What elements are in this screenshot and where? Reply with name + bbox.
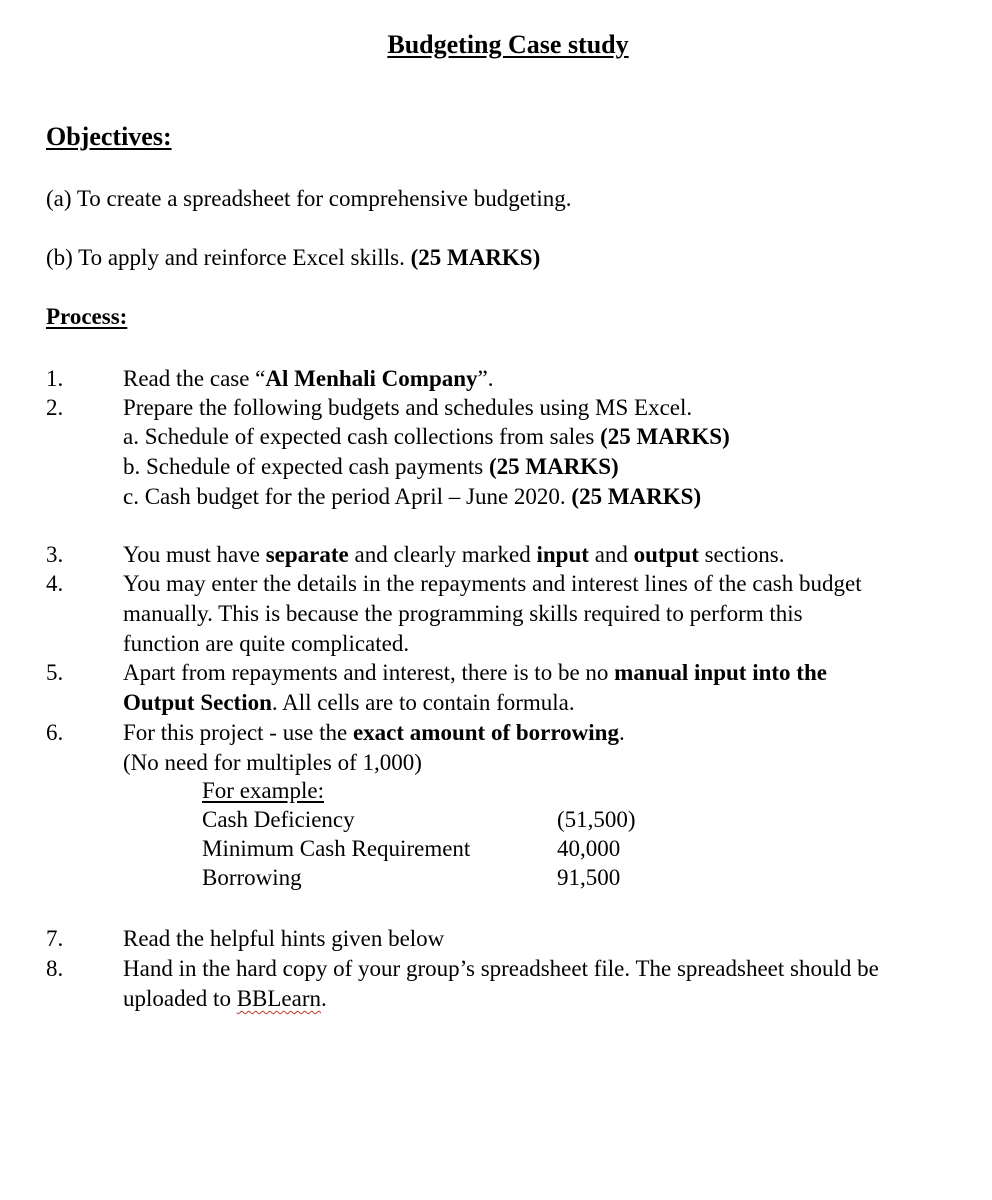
item-5-b2: Output Section [123, 690, 272, 715]
item-1-post: ”. [477, 366, 494, 391]
item-3-b3: output [633, 542, 699, 567]
item-text: Read the helpful hints given below [123, 926, 445, 951]
process-subitem-a [123, 422, 730, 452]
item-6-b1: exact amount of borrowing [352, 720, 619, 745]
item-5-t2: . All cells are to contain formula. [271, 690, 575, 715]
process-subitem-c [123, 482, 701, 512]
item-3-t4: sections. [698, 542, 785, 567]
item-number: 1. [46, 366, 64, 391]
item-text [123, 954, 973, 1014]
item-4-line1: You may enter the details in the repayments and interest lines of the cash budget [123, 571, 862, 596]
item-text: Prepare the following budgets and schedules using MS Excel. [123, 395, 693, 420]
item-number: 4. [46, 571, 64, 596]
objective-b-text: (b) To apply and reinforce Excel skills. [46, 245, 411, 270]
subitem-marks: (25 MARKS) [488, 454, 619, 479]
objective-b [46, 245, 540, 271]
example-value: 91,500 [557, 865, 621, 890]
objectives-heading: Objectives: [46, 122, 172, 151]
subitem-text: b. Schedule of expected cash payments [123, 454, 489, 479]
example-value: (51,500) [557, 807, 636, 832]
example-label: Borrowing [202, 865, 302, 890]
item-6-t1: For this project - use the [123, 720, 353, 745]
item-text [123, 364, 973, 394]
item-4-line3: function are quite complicated. [123, 631, 410, 656]
subitem-marks: (25 MARKS) [571, 484, 702, 509]
example-value: 40,000 [557, 836, 621, 861]
item-text [123, 718, 973, 778]
item-4-line2: manually. This is because the programming skills required to perform this [123, 601, 803, 626]
item-text [123, 569, 973, 659]
item-number: 7. [46, 926, 64, 951]
subitem-text: a. Schedule of expected cash collections from sales [123, 424, 601, 449]
bblearn-word: BBLearn [236, 986, 322, 1011]
objective-a [46, 186, 571, 212]
item-number: 6. [46, 720, 64, 745]
item-8-line2-post: . [321, 986, 327, 1011]
objective-b-marks: (25 MARKS) [410, 245, 541, 270]
item-number: 8. [46, 956, 64, 981]
process-subitem-b [123, 452, 619, 482]
item-5-b1: manual input into the [614, 660, 827, 685]
item-text [123, 658, 973, 718]
item-1-company: Al Menhali Company [265, 366, 478, 391]
example-label: Cash Deficiency [202, 807, 355, 832]
subitem-marks: (25 MARKS) [600, 424, 730, 449]
objective-a-text: (a) To create a spreadsheet for comprehensive budgeting. [46, 186, 572, 211]
item-number: 5. [46, 660, 64, 685]
item-3-t3: and [588, 542, 634, 567]
subitem-text: c. Cash budget for the period April – June 2020. [123, 484, 572, 509]
process-heading: Process: [46, 304, 128, 329]
example-heading: For example: [202, 778, 324, 803]
item-3-t1: You must have [123, 542, 266, 567]
item-3-t2: and clearly marked [348, 542, 537, 567]
item-3-b2: input [536, 542, 589, 567]
item-1-pre: Read the case “ [123, 366, 266, 391]
item-text [123, 540, 973, 570]
example-label: Minimum Cash Requirement [202, 836, 471, 861]
item-number: 3. [46, 542, 64, 567]
item-6-t2: . [618, 720, 625, 745]
page-title: Budgeting Case study [387, 30, 629, 59]
item-5-t1: Apart from repayments and interest, there is to be no [123, 660, 615, 685]
item-number: 2. [46, 395, 64, 420]
item-8-line2-pre: uploaded to [123, 986, 237, 1011]
item-8-line1: Hand in the hard copy of your group’s spreadsheet file. The spreadsheet should be [123, 956, 879, 981]
item-6-line2: (No need for multiples of 1,000) [123, 750, 422, 775]
item-3-b1: separate [265, 542, 349, 567]
